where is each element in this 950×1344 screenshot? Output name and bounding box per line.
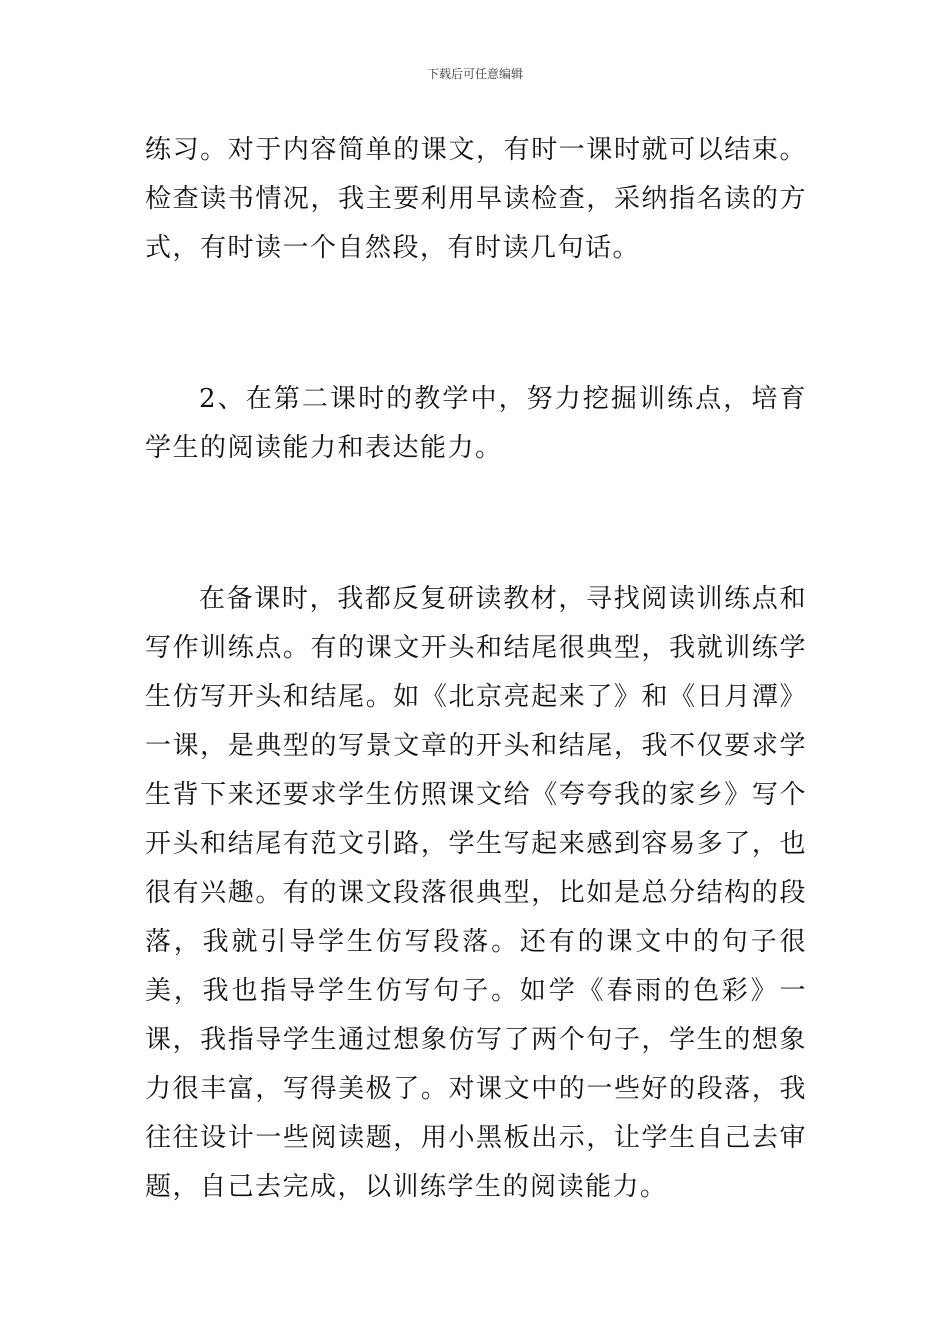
paragraph-continuation: 练习。对于内容简单的课文，有时一课时就可以结束。检查读书情况，我主要利用早读检查，采纳指名读的方式，有时读一个自然段，有时读几句话。: [145, 135, 807, 263]
paragraph-lesson-prep: 在备课时，我都反复研读教材，寻找阅读训练点和写作训练点。有的课文开头和结尾很典型，我就训练学生仿写开头和结尾。如《北京亮起来了》和《日月潭》一课，是典型的写景文章的开头和结尾，我不仅要求学生背下来还要求学生仿照课文给《夸夸我的家乡》写个开头和结尾有范文引路，学生写起来感到容易多了，也很有兴趣。有的课文段落很典型，比如是总分结构的段落，我就引导学生仿写段落。还有的课文中的句子很美，我也指导学生仿写句子。如学《春雨的色彩》一课，我指导学生通过想象仿写了两个句子，学生的想象力很丰富，写得美极了。对课文中的一些好的段落，我往往设计一些阅读题，用小黑板出示，让学生自己去审题，自己去完成，以训练学生的阅读能力。: [145, 584, 807, 1202]
paragraph-section-2: 2、在第二课时的教学中，努力挖掘训练点，培育学生的阅读能力和表达能力。: [145, 384, 807, 463]
header-note: 下载后可任意编辑: [426, 67, 523, 81]
